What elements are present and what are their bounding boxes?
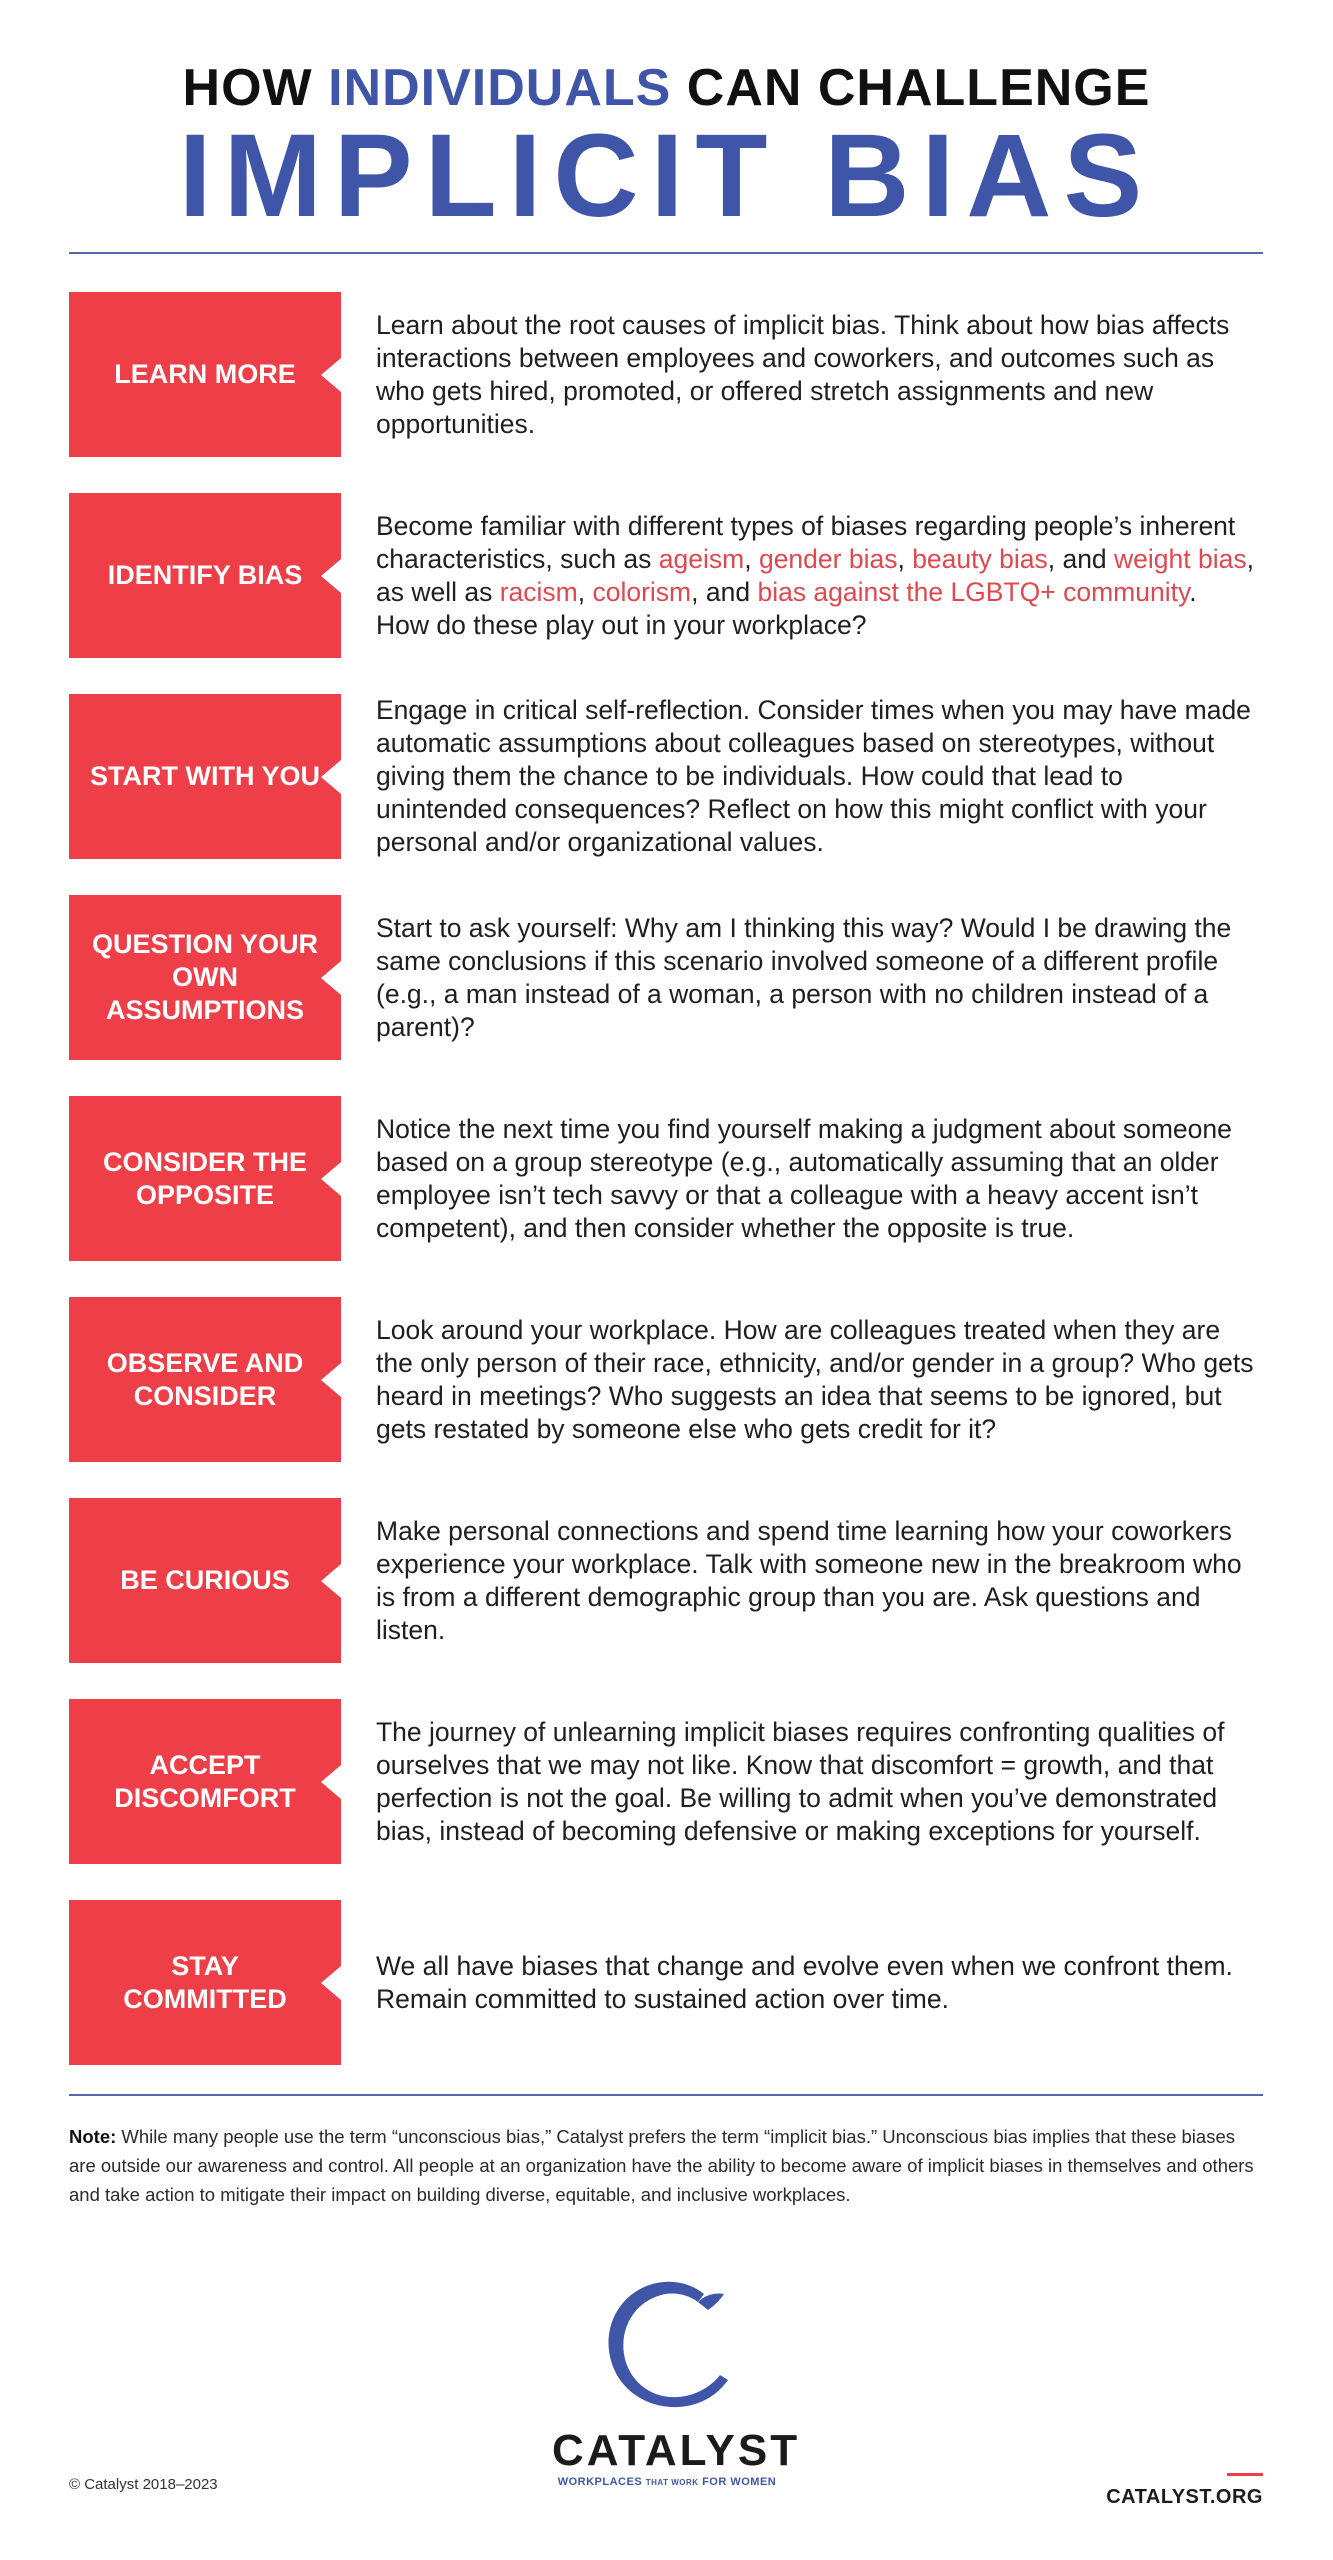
step-tag [69,1096,341,1261]
step-be-curious [69,1498,1263,1663]
step-label: ACCEPT DISCOMFORT [114,1749,296,1813]
copyright: © Catalyst 2018–2023 [69,2476,218,2493]
step-accept-discomfort [69,1699,1263,1864]
step-label: BE CURIOUS [120,1565,290,1595]
title-accent: INDIVIDUALS [328,59,672,117]
step-label: CONSIDER THE OPPOSITE [102,1146,308,1210]
step-paragraph: Make personal connections and spend time learning how your coworkers experience your workplace. Talk with someone new in the breakroom who is from a different demographic group than you are. Ask questions and listen. [376,1515,1242,1645]
text-fragment: Become familiar with different types of biases regarding people’s inherent characteristics, such as [376,510,1236,574]
link-lgbtq-bias[interactable]: bias against the LGBTQ+ community [757,576,1190,607]
step-text [376,1297,1256,1462]
step-text [376,1900,1256,2065]
step-text [376,292,1256,457]
step-paragraph: Notice the next time you find yourself making a judgment about someone based on a group stereotype (e.g., automatically assuming that an older employee isn’t tech savvy or that a colleague with a heavy accent isn’t competent), and then consider whether the opposite is true. [376,1113,1232,1243]
step-tag [69,292,341,457]
header [0,0,1333,242]
step-text [376,1498,1256,1663]
step-text [376,493,1256,658]
text-fragment: , and [691,576,758,607]
link-gender-bias[interactable]: gender bias [758,543,898,574]
steps-list [69,292,1263,2101]
step-label: STAY COMMITTED [123,1950,287,2014]
step-text [376,1096,1256,1261]
logo-name: CATALYST [552,2426,801,2475]
step-label: QUESTION YOUR OWN ASSUMPTIONS [91,929,319,1025]
step-stay-committed [69,1900,1263,2065]
title-pre: HOW [182,59,329,117]
step-text [376,694,1256,859]
step-label: LEARN MORE [114,359,296,389]
step-tag [69,1498,341,1663]
text-fragment: , [744,543,759,574]
step-identify-bias [69,493,1263,658]
link-weight-bias[interactable]: weight bias [1114,543,1247,574]
bottom-divider [69,2094,1263,2096]
link-beauty-bias[interactable]: beauty bias [912,543,1048,574]
step-label: OBSERVE AND CONSIDER [106,1347,304,1411]
step-paragraph: Start to ask yourself: Why am I thinking this way? Would I be drawing the same conclusions if this scenario involved someone of a different profile (e.g., a man instead of a woman, a person with no children instead of a parent)? [376,912,1232,1042]
step-label: IDENTIFY BIAS [107,560,303,590]
tagline-part: FOR WOMEN [698,2476,777,2488]
step-paragraph: Engage in critical self-reflection. Consider times when you may have made automatic assumptions about colleagues based on stereotypes, without giving them the chance to be individuals. How could that lead to unintended consequences? Reflect on how this might conflict with your personal and/or organizational values. [376,695,1251,857]
link-colorism[interactable]: colorism [592,576,692,607]
step-tag [69,493,341,658]
title-line-1 [0,58,1333,118]
step-tag [69,895,341,1060]
text-fragment: , as well as [376,543,1254,607]
text-fragment: , [897,543,913,574]
step-paragraph: We all have biases that change and evolve even when we confront them. Remain committed to sustained action over time. [376,1950,1233,2014]
step-question-assumptions [69,895,1263,1060]
text-fragment: , and [1047,543,1115,574]
text-fragment: . How do these play out in your workplace? [376,576,1197,640]
link-ageism[interactable]: ageism [658,543,745,574]
step-label: START WITH YOU [90,761,320,791]
tagline-part: THAT WORK [645,2478,699,2487]
site-accent-bar [1227,2473,1263,2476]
tagline-part: WORKPLACES [557,2476,646,2488]
step-paragraph: Look around your workplace. How are colleagues treated when they are the only person of their race, ethnicity, and/or gender in a group? Who gets heard in meetings? Who suggests an idea that seems to be ignored, but gets restated by someone else who gets credit for it? [376,1314,1254,1444]
step-observe-consider [69,1297,1263,1462]
text-fragment: , [577,576,593,607]
note [69,2122,1263,2209]
top-divider [69,252,1263,254]
step-tag [69,1900,341,2065]
catalyst-c-icon [592,2272,742,2422]
step-tag [69,1297,341,1462]
step-paragraph: Learn about the root causes of implicit bias. Think about how bias affects interactions between employees and coworkers, and outcomes such as who gets hired, promoted, or offered stretch assignments and new opportunities. [376,309,1230,439]
step-tag [69,1699,341,1864]
step-tag [69,694,341,859]
step-start-with-you [69,694,1263,859]
step-paragraph [376,510,1256,642]
step-paragraph: The journey of unlearning implicit biases requires confronting qualities of ourselves that we may not like. Know that discomfort = growth, and that perfection is not the goal. Be willing to admit when you’ve demonstrated bias, instead of becoming defensive or making exceptions for yourself. [376,1716,1225,1846]
page-title: IMPLICIT BIAS [178,110,1155,242]
title-post: CAN CHALLENGE [671,59,1151,117]
link-racism[interactable]: racism [499,576,578,607]
catalyst-logo[interactable] [552,2272,801,2488]
step-learn-more [69,292,1263,457]
site-link[interactable]: CATALYST.ORG [1106,2486,1263,2508]
step-text [376,895,1256,1060]
note-label: Note: [69,2126,117,2147]
note-text: While many people use the term “unconscious bias,” Catalyst prefers the term “implicit bias.” Unconscious bias implies that these biases are outside our awareness and control. All people at an organization have the ability to become aware of implicit biases in themselves and others and take action to mitigate their impact on building diverse, equitable, and inclusive workplaces. [69,2126,1254,2205]
step-text [376,1699,1256,1864]
logo-tagline [552,2476,782,2488]
step-consider-opposite [69,1096,1263,1261]
